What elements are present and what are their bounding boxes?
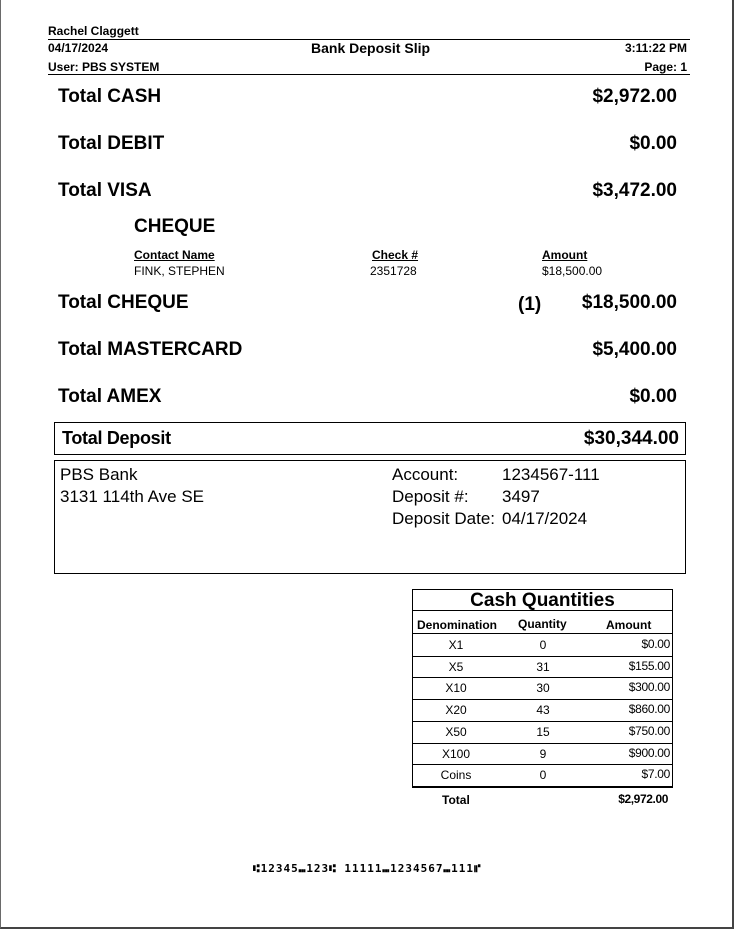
cheque-contact-name: FINK, STEPHEN: [134, 264, 225, 278]
total-deposit-label: Total Deposit: [62, 428, 171, 448]
bank-name: PBS Bank: [60, 465, 138, 484]
cq-quantity: 31: [536, 659, 550, 674]
cq-col-quantity: Quantity: [518, 617, 567, 631]
account-number: 1234567-111: [502, 465, 600, 484]
cq-amount: $750.00: [628, 723, 670, 738]
cq-total-value: $2,972.00: [618, 792, 668, 806]
total-amex-value: $0.00: [629, 386, 677, 407]
cq-amount: $900.00: [628, 745, 670, 760]
report-time: 3:11:22 PM: [624, 41, 687, 55]
bank-address: 3131 114th Ave SE: [60, 487, 204, 506]
cq-header-rule: [413, 633, 672, 634]
cheque-section-title: CHEQUE: [134, 216, 216, 237]
cq-quantity: 9: [539, 746, 547, 761]
header-rule-bottom: [48, 74, 690, 75]
cq-denomination: X10: [445, 681, 467, 696]
cq-amount: $7.00: [641, 767, 670, 782]
cq-row-rule: [413, 656, 672, 657]
cq-denomination: X5: [448, 659, 464, 674]
cq-quantity: 43: [536, 703, 550, 718]
cq-denomination: X100: [441, 746, 471, 761]
cq-total-label: Total: [442, 793, 470, 807]
total-deposit-box: [54, 422, 686, 455]
cheque-amount: $18,500.00: [542, 264, 603, 278]
total-mastercard-value: $5,400.00: [592, 339, 677, 360]
micr-line: ⑆12345⑉123⑆ 11111⑉1234567⑉111⑈: [253, 862, 482, 875]
total-cheque-value: $18,500.00: [581, 292, 677, 313]
cq-bottom-rule: [412, 787, 673, 788]
cq-amount: $300.00: [628, 680, 670, 695]
cq-denomination: X1: [448, 638, 464, 652]
cq-quantity: 0: [539, 768, 547, 783]
cq-row-rule: [413, 743, 672, 744]
report-user: User: PBS SYSTEM: [48, 60, 160, 74]
cq-quantity: 0: [539, 638, 547, 652]
col-check-number: Check #: [372, 248, 419, 262]
total-cheque-count: (1): [518, 294, 542, 315]
bank-info-box: [54, 460, 686, 574]
cq-denomination: Coins: [440, 768, 472, 783]
cq-row-rule: [413, 677, 672, 678]
cq-amount: $0.00: [641, 637, 670, 651]
cq-amount: $860.00: [628, 702, 670, 717]
deposit-date-label: Deposit Date:: [392, 509, 495, 528]
col-contact-name: Contact Name: [134, 248, 215, 262]
deposit-date: 04/17/2024: [502, 509, 588, 528]
total-amex-label: Total AMEX: [58, 386, 162, 407]
deposit-number: 3497: [502, 487, 540, 506]
total-visa-value: $3,472.00: [592, 180, 677, 201]
cq-row-rule: [413, 764, 672, 765]
preparer-name: Rachel Claggett: [48, 24, 139, 38]
total-debit-label: Total DEBIT: [58, 133, 165, 154]
total-debit-value: $0.00: [629, 133, 677, 154]
total-visa-label: Total VISA: [58, 180, 152, 201]
cq-denomination: X20: [445, 703, 467, 718]
cq-title-rule: [413, 610, 672, 611]
cheque-number: 2351728: [370, 264, 417, 278]
col-amount: Amount: [542, 248, 588, 262]
cq-col-amount: Amount: [606, 618, 652, 632]
total-cash-label: Total CASH: [58, 86, 162, 107]
cq-row-rule: [413, 699, 672, 700]
cash-quantities-title: Cash Quantities: [470, 590, 615, 611]
cq-col-denomination: Denomination: [417, 618, 497, 632]
total-deposit-value: $30,344.00: [583, 428, 679, 449]
report-title: Bank Deposit Slip: [311, 40, 431, 56]
cq-amount: $155.00: [628, 658, 670, 673]
account-label: Account:: [392, 465, 459, 484]
cq-quantity: 15: [536, 724, 550, 739]
cq-row-rule: [413, 721, 672, 722]
cq-denomination: X50: [445, 724, 467, 739]
total-mastercard-label: Total MASTERCARD: [58, 339, 243, 360]
deposit-number-label: Deposit #:: [392, 487, 469, 506]
total-cheque-label: Total CHEQUE: [58, 292, 189, 313]
page-number: Page: 1: [644, 60, 687, 74]
cq-quantity: 30: [536, 681, 550, 696]
report-date: 04/17/2024: [48, 41, 109, 55]
cash-quantities-box: [412, 589, 673, 787]
total-cash-value: $2,972.00: [592, 86, 677, 107]
